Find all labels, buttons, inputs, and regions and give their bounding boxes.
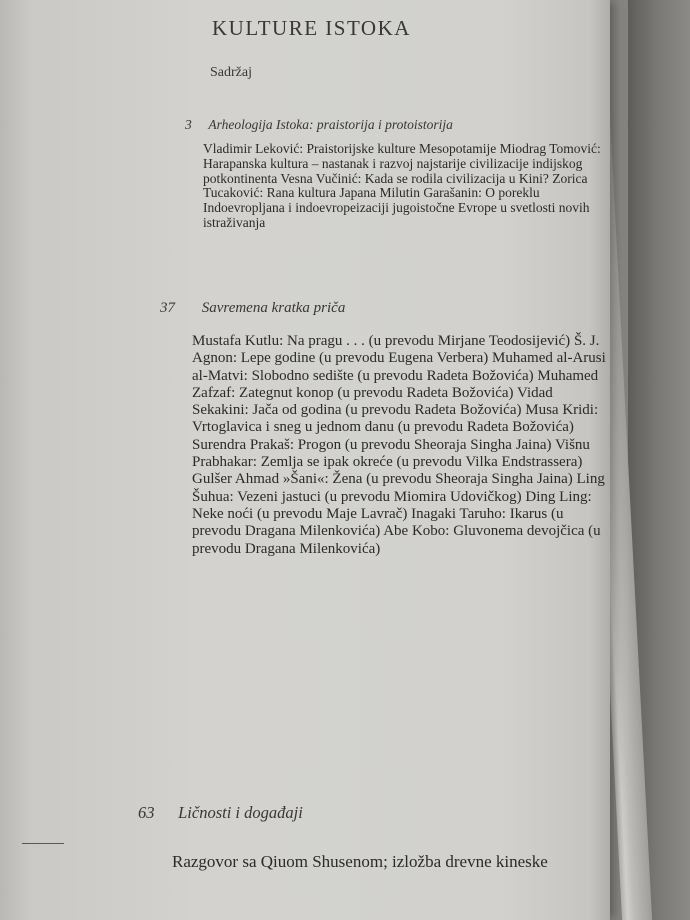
entry-line: Božovića) bbox=[451, 384, 514, 401]
page-title: KULTURE ISTOKA bbox=[212, 16, 411, 40]
entry-line: Zorica Tucaković: Rana kultura Japana bbox=[203, 170, 588, 201]
entry-line: Vesna Vučinić: Kada se rodila civilizacija u Kini? bbox=[280, 170, 549, 186]
section-page-number: 3 bbox=[185, 117, 192, 132]
entry-line: Teodosijević) bbox=[488, 333, 571, 349]
entry-line: Muhamed al-Arusi al-Matvi: Slobodno sedište (u prevodu bbox=[192, 350, 606, 384]
entry-line: Milutin Garašanin: O poreklu Indoevropljana i bbox=[203, 185, 540, 216]
entry-line: indoevropeizaciji jugoistočne Evrope u svetlosti novih bbox=[295, 200, 590, 216]
section-page-number: 63 bbox=[138, 803, 155, 822]
entry-line: Endstrassera) bbox=[501, 454, 583, 471]
entry-line: Eugena Verbera) bbox=[388, 350, 489, 367]
section-entries-short-story bbox=[192, 333, 610, 558]
section-entries-personalities bbox=[172, 852, 548, 872]
entry-line: Abe Kobo: Gluvonema devojčica (u prevodu Dragana bbox=[192, 523, 601, 557]
entry-line: Milenkovića) bbox=[299, 540, 381, 557]
entry-line: Vidad Sekakini: Jača od godina (u prevodu Radeta bbox=[192, 384, 553, 419]
entry-line: Miodrag Tomović: Harapanska kultura – nastanak i razvoj bbox=[203, 141, 601, 171]
section-heading-personalities bbox=[138, 803, 303, 823]
section-title: Arheologija Istoka: praistorija i protoistorija bbox=[208, 117, 453, 132]
section-title: Savremena kratka priča bbox=[201, 300, 346, 316]
entry-line: Š. J. Agnon: Lepe godine (u prevodu bbox=[192, 333, 600, 367]
margin-rule bbox=[22, 843, 64, 844]
entry-line: Ling Šuhua: Vezeni jastuci (u prevodu Miomira bbox=[192, 471, 605, 505]
section-page-number: 37 bbox=[160, 300, 175, 316]
section-heading-archaeology bbox=[185, 117, 453, 133]
entry-line: Ding Ling: Neke noći (u prevodu Maje Lavrač) bbox=[192, 488, 592, 522]
entry-line: Radeta Božovića) bbox=[426, 367, 534, 384]
entry-line: Razgovor sa Qiuom Shusenom; izložba drevne kineske bbox=[172, 852, 548, 871]
entry-line: Muhamed Zafzaf: Zategnut konop (u prevodu Radeta bbox=[192, 367, 599, 401]
entry-line: Musa Kridi: Vrtoglavica i sneg u jednom danu (u prevodu bbox=[192, 402, 599, 436]
entry-line: Gulšer Ahmad »Šani«: Žena (u prevodu Sheoraja Singha bbox=[192, 471, 534, 488]
entry-line: Jaina) bbox=[536, 471, 573, 488]
entry-line: Vladimir Leković: Praistorijske kulture Mesopotamije bbox=[203, 141, 497, 156]
entry-line: Udovičkog) bbox=[450, 488, 522, 505]
section-heading-short-story bbox=[160, 300, 345, 317]
entry-line: Božovića) bbox=[459, 402, 522, 419]
entry-line: Višnu Prabhakar: Zemlja se ipak okreće (u prevodu Vilka bbox=[192, 436, 590, 471]
section-title: Ličnosti i događaji bbox=[178, 803, 303, 822]
entry-line: Jaina) bbox=[515, 436, 552, 453]
entry-line: Mustafa Kutlu: Na pragu . . . (u prevodu Mirjane bbox=[192, 333, 486, 349]
contents-label: Sadržaj bbox=[210, 65, 252, 80]
section-entries-archaeology bbox=[203, 142, 610, 231]
entry-line: istraživanja bbox=[203, 214, 266, 230]
entry-line: najstarije civilizacije indijskog potkontinenta bbox=[203, 155, 583, 186]
entry-line: Inagaki Taruho: Ikarus (u prevodu Dragana Milenkovića) bbox=[192, 505, 564, 540]
entry-line: Surendra Prakaš: Progon (u prevodu Sheoraja Singha bbox=[192, 436, 512, 453]
entry-line: Radeta Božovića) bbox=[466, 419, 574, 436]
